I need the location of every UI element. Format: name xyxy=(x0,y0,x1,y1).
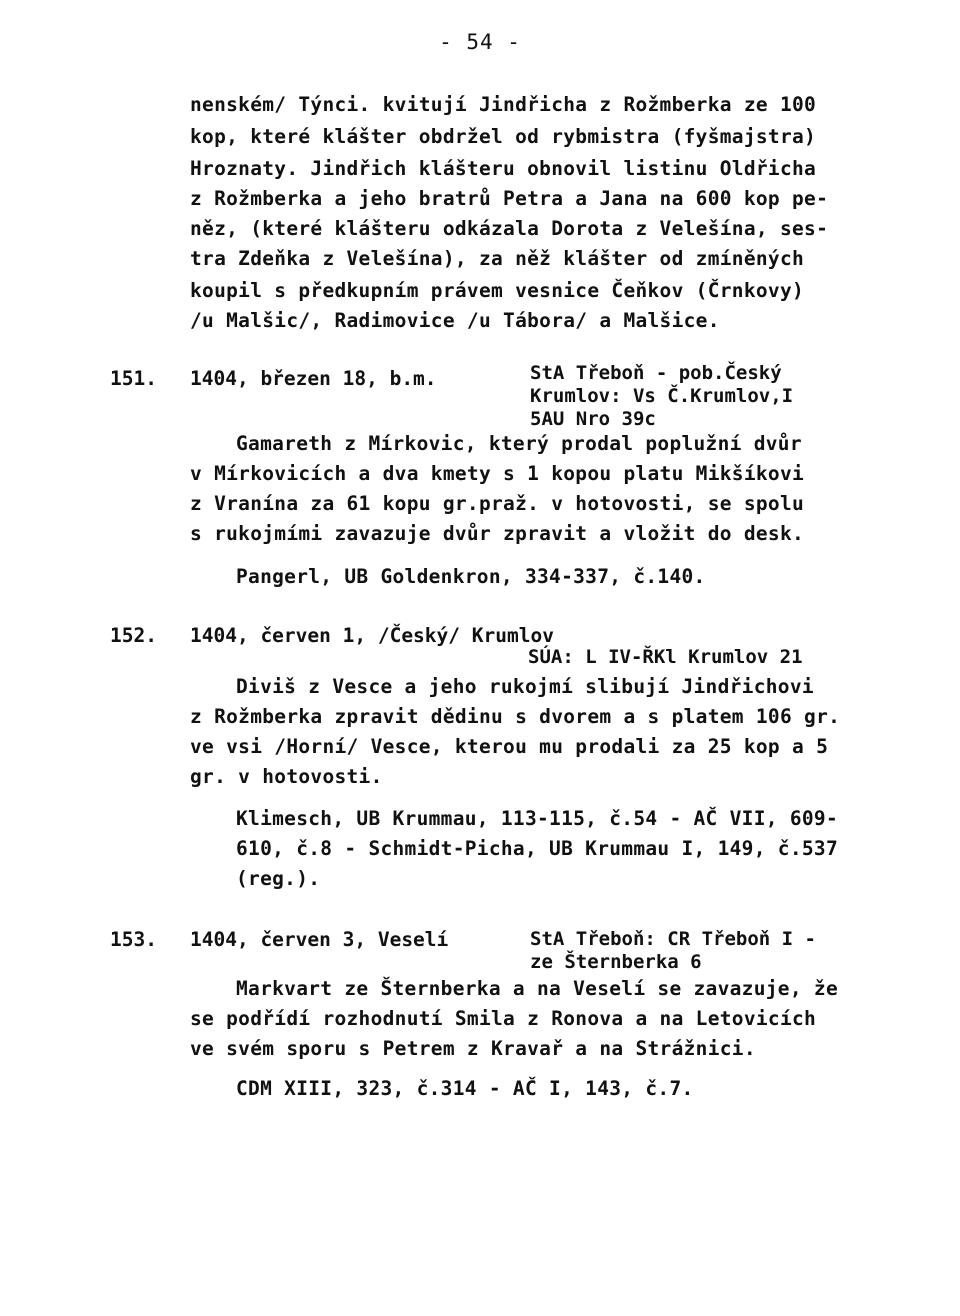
archive-reference: SÚA: L IV-ŘKl Krumlov 21 xyxy=(528,646,803,668)
entry-text-line: Markvart ze Šternberka a na Veselí se zavazuje, že xyxy=(236,977,838,1000)
entry-text-line: s rukojmími zavazuje dvůr zpravit a vložit do desk. xyxy=(190,522,805,545)
bibliography-line: CDM XIII, 323, č.314 - AČ I, 143, č.7. xyxy=(236,1077,694,1100)
bibliography-line: Klimesch, UB Krummau, 113-115, č.54 - AČ VII, 609- xyxy=(236,807,838,830)
entry-text-line: z Vranína za 61 kopu gr.praž. v hotovosti, se spolu xyxy=(190,492,805,515)
archive-reference: StA Třeboň: CR Třeboň I - xyxy=(530,928,816,950)
archive-reference: Krumlov: Vs Č.Krumlov,I xyxy=(530,385,794,407)
bibliography-line: (reg.). xyxy=(236,867,321,890)
entry-text-line: v Mírkovicích a dva kmety s 1 kopou platu Mikšíkovi xyxy=(190,462,805,485)
entry-text-line: se podřídí rozhodnutí Smila z Ronova a na Letovicích xyxy=(190,1007,817,1030)
intro-line: Hroznaty. Jindřich klášteru obnovil listinu Oldřicha xyxy=(190,157,817,180)
intro-line: kop, které klášter obdržel od rybmistra (fyšmajstra) xyxy=(190,125,817,148)
bibliography-line: 610, č.8 - Schmidt-Picha, UB Krummau I, 149, č.537 xyxy=(236,837,838,860)
entry-date: 1404, červen 3, Veselí xyxy=(190,928,449,951)
intro-line: koupil s předkupním právem vesnice Čeňkov (Črnkovy) xyxy=(190,279,805,302)
entry-text-line: z Rožmberka zpravit dědinu s dvorem a s platem 106 gr. xyxy=(190,705,841,728)
entry-text-line: ve vsi /Horní/ Vesce, kterou mu prodali za 25 kop a 5 xyxy=(190,735,829,758)
intro-line: něz, (které klášteru odkázala Dorota z Velešína, ses- xyxy=(190,217,829,240)
intro-line: z Rožmberka a jeho bratrů Petra a Jana na 600 kop pe- xyxy=(190,187,829,210)
entry-text-line: ve svém sporu s Petrem z Kravař a na Strážnici. xyxy=(190,1037,756,1060)
archive-reference: StA Třeboň - pob.Český xyxy=(530,362,782,384)
archive-reference: ze Šternberka 6 xyxy=(530,951,702,973)
entry-text-line: Diviš z Vesce a jeho rukojmí slibují Jindřichovi xyxy=(236,675,814,698)
entry-date: 1404, březen 18, b.m. xyxy=(190,367,437,390)
entry-number: 153. xyxy=(110,928,157,951)
intro-line: /u Malšic/, Radimovice /u Tábora/ a Malšice. xyxy=(190,309,720,332)
entry-text-line: Gamareth z Mírkovic, který prodal poplužní dvůr xyxy=(236,432,802,455)
entry-number: 151. xyxy=(110,367,157,390)
intro-line: tra Zdeňka z Velešína), za něž klášter od zmíněných xyxy=(190,247,805,270)
entry-date: 1404, červen 1, /Český/ Krumlov xyxy=(190,624,554,647)
archive-reference: 5AU Nro 39c xyxy=(530,408,656,430)
entry-number: 152. xyxy=(110,624,157,647)
intro-line: nenském/ Týnci. kvitují Jindřicha z Rožmberka ze 100 xyxy=(190,93,817,116)
bibliography-line: Pangerl, UB Goldenkron, 334-337, č.140. xyxy=(236,565,706,588)
page-number: - 54 - xyxy=(439,30,521,54)
entry-text-line: gr. v hotovosti. xyxy=(190,765,383,788)
